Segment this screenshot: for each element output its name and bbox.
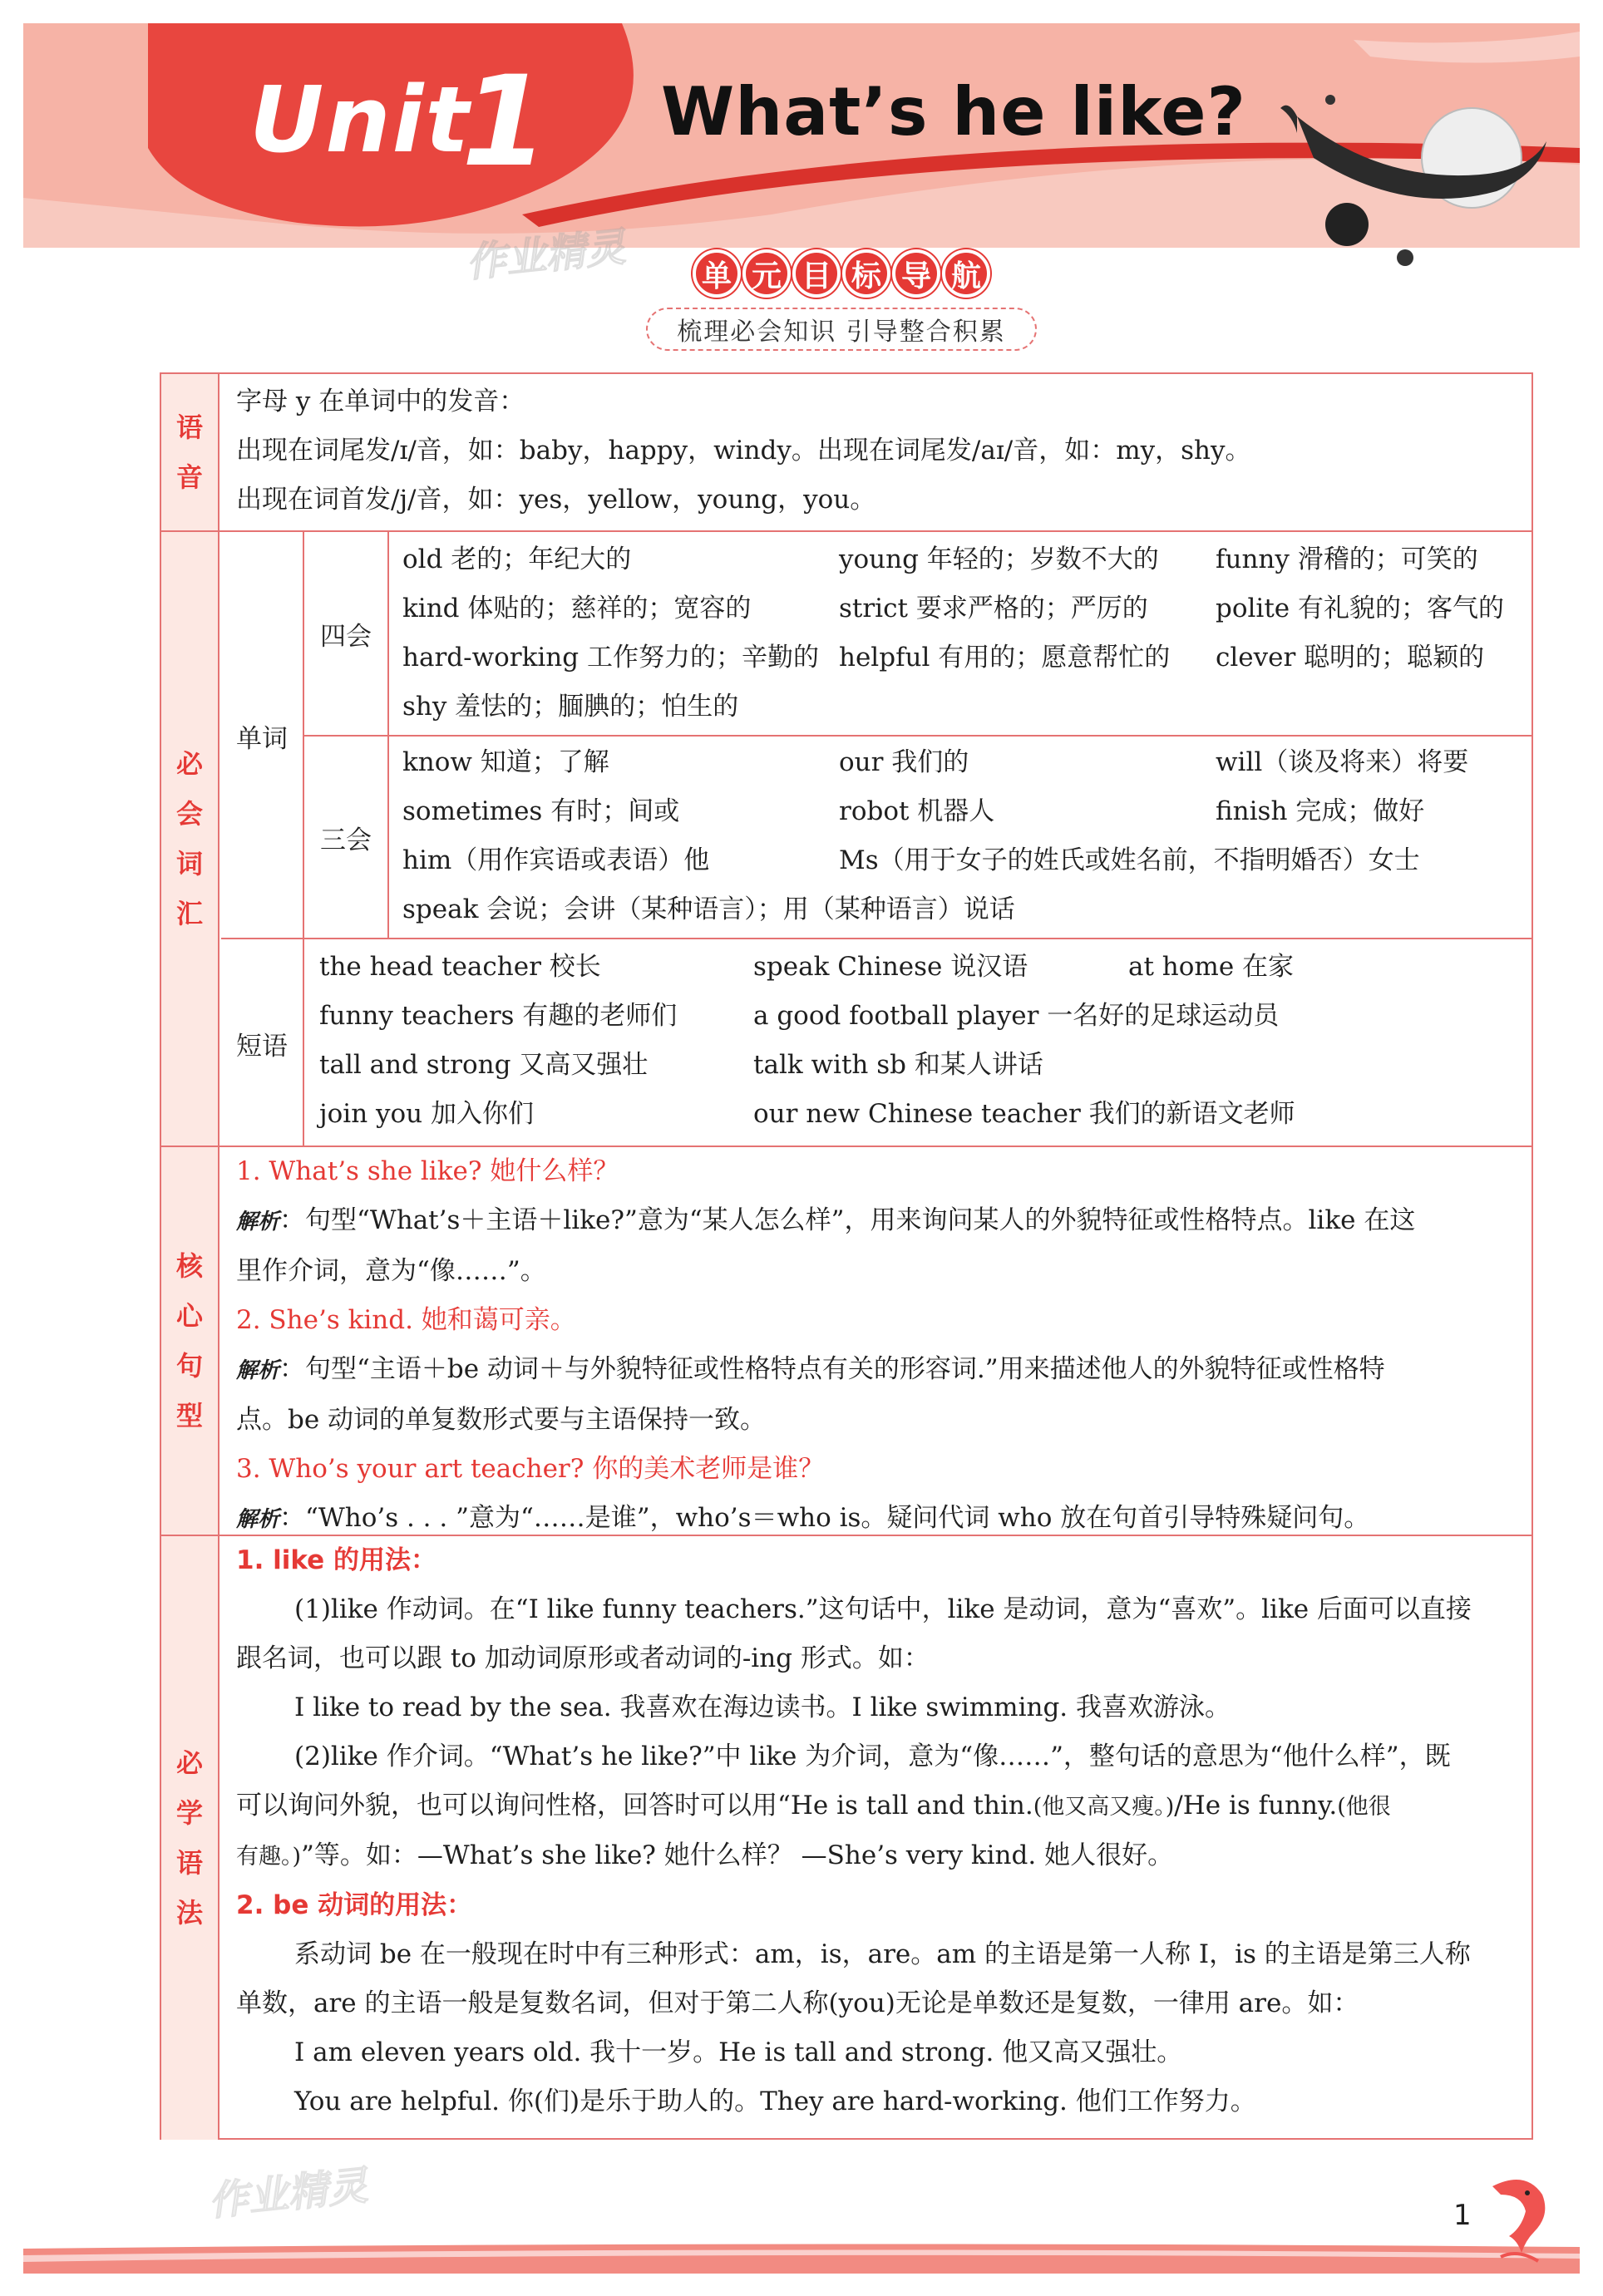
phonics-line: 字母 y 在单词中的发音： xyxy=(236,387,525,416)
sentences-content xyxy=(236,1147,1523,1545)
grammar-span: ”等。如：—What’s she like? 她什么样？ —She’s very kind. 她人很好。 xyxy=(301,1840,1174,1870)
three-col-3 xyxy=(1216,738,1468,836)
watermark-top: 作业精灵 xyxy=(464,224,628,287)
vocab-item: speak 会说；会讲（某种语言）；用（某种语言）说话 xyxy=(402,894,1015,924)
grammar-span: /He is funny. xyxy=(1174,1791,1338,1821)
label-char: 语 xyxy=(175,411,203,443)
phrase-item: funny teachers 有趣的老师们 xyxy=(319,1001,678,1031)
grammar-text: I like to read by the sea. 我喜欢在海边读书。I like swimming. 我喜欢游泳。 xyxy=(294,1692,1231,1722)
section-label-sentences xyxy=(161,1147,219,1535)
knowledge-table xyxy=(160,372,1533,2140)
sentence-item: 3. Who’s your art teacher? 你的美术老师是谁？ xyxy=(236,1454,825,1484)
vocab-item: hard-working 工作努力的；辛勤的 xyxy=(402,643,819,673)
watermark-bottom: 作业精灵 xyxy=(206,2162,370,2225)
section-phonics xyxy=(161,374,1531,532)
label-char: 学 xyxy=(175,1797,203,1829)
grammar-span: (他很 xyxy=(1337,1794,1391,1820)
divider xyxy=(303,939,304,1147)
divider xyxy=(221,938,1531,939)
section-vocab xyxy=(161,532,1531,1147)
phrase-item: our new Chinese teacher 我们的新语文老师 xyxy=(753,1099,1295,1129)
label-char: 心 xyxy=(175,1300,203,1332)
section-label-vocab xyxy=(161,532,219,1146)
vocab-item: clever 聪明的；聪颖的 xyxy=(1216,643,1485,673)
vocab-item: old 老的；年纪大的 xyxy=(402,544,632,574)
grammar-text xyxy=(236,1831,1523,1881)
vocab-item: strict 要求严格的；严厉的 xyxy=(839,594,1148,623)
label-char: 句 xyxy=(175,1350,203,1382)
badge-title xyxy=(642,249,1041,298)
unit-label: Unit xyxy=(249,67,471,173)
vocab-item: finish 完成；做好 xyxy=(1216,796,1425,826)
words-label: 单词 xyxy=(236,723,288,754)
grammar-content xyxy=(236,1536,1523,2126)
grammar-heading: 1. like 的用法： xyxy=(236,1545,437,1575)
unit-number: 1 xyxy=(461,50,549,195)
phrase-item: talk with sb 和某人讲话 xyxy=(753,1050,1043,1080)
four-col-2 xyxy=(839,535,1170,682)
grammar-text: You are helpful. 你(们)是乐于助人的。They are hard-working. 他们工作努力。 xyxy=(294,2087,1256,2116)
label-char: 核 xyxy=(175,1250,203,1282)
label-char: 必 xyxy=(175,1747,203,1779)
vocab-item: robot 机器人 xyxy=(839,796,995,826)
note-text: ：句型“主语＋be 动词＋与外貌特征或性格特点有关的形容词.”用来描述他人的外貌特征或性格特 xyxy=(279,1354,1385,1384)
grammar-span: (他又高又瘦。) xyxy=(1033,1794,1175,1820)
badge-char: 航 xyxy=(942,249,990,298)
badge-char: 目 xyxy=(792,249,841,298)
dolphin-icon xyxy=(1476,2170,1555,2269)
phrases-col-1 xyxy=(319,943,677,1139)
phonics-line: 出现在词尾发/ɪ/音，如：baby，happy，windy。出现在词尾发/aɪ/音，如：my，shy。 xyxy=(236,436,1251,466)
badge-char: 单 xyxy=(693,249,741,298)
grammar-text: 系动词 be 在一般现在时中有三种形式：am，is，are。am 的主语是第一人称 I，is 的主语是第三人称 xyxy=(294,1939,1471,1969)
sentence-item: 1. What’s she like? 她什么样？ xyxy=(236,1156,619,1186)
four-col-1 xyxy=(402,535,819,732)
note-label: 解析 xyxy=(236,1358,280,1383)
phrase-item: the head teacher 校长 xyxy=(319,952,601,982)
phrases-col-3 xyxy=(1128,943,1294,992)
four-skills-label: 四会 xyxy=(320,622,372,652)
note-text: ：“Who’s . . . ”意为“……是谁”，who’s＝who is。疑问代词 who 放在句首引导特殊疑问句。 xyxy=(279,1503,1370,1533)
grammar-text: 跟名词，也可以跟 to 加动词原形或者动词的-ing 形式。如： xyxy=(236,1643,930,1673)
unit-goals-badge xyxy=(642,249,1041,357)
vocab-item: polite 有礼貌的；客气的 xyxy=(1216,594,1504,623)
badge-char: 标 xyxy=(842,249,890,298)
vocab-item: Ms（用于女子的姓氏或姓名前，不指明婚否）女士 xyxy=(839,845,1420,875)
vocab-item: him（用作宾语或表语）他 xyxy=(402,845,710,875)
lesson-title: What’s he like? xyxy=(661,73,1246,150)
label-char: 汇 xyxy=(175,898,203,929)
grammar-text: (2)like 作介词。“What’s he like?”中 like 为介词，意为“像……”，整句话的意思为“他什么样”，既 xyxy=(294,1742,1451,1771)
vocab-item: funny 滑稽的；可笑的 xyxy=(1216,544,1478,574)
vocab-item: will（谈及将来）将要 xyxy=(1216,747,1469,777)
grammar-heading: 2. be 动词的用法： xyxy=(236,1890,473,1920)
phonics-content xyxy=(236,377,1523,525)
four-col-3 xyxy=(1216,535,1504,682)
section-sentences xyxy=(161,1147,1531,1536)
badge-char: 导 xyxy=(892,249,940,298)
three-skills-label: 三会 xyxy=(320,825,372,855)
phrase-item: tall and strong 又高又强壮 xyxy=(319,1050,649,1080)
label-char: 必 xyxy=(175,748,203,780)
grammar-text xyxy=(236,1781,1523,1831)
phrase-item: a good football player 一名好的足球运动员 xyxy=(753,1001,1280,1031)
note-text: ：句型“What’s＋主语＋like?”意为“某人怎么样”，用来询问某人的外貌特征或性格特点。like 在这 xyxy=(279,1205,1416,1235)
section-grammar xyxy=(161,1536,1531,2140)
vocab-item: young 年轻的；岁数不大的 xyxy=(839,544,1159,574)
sentence-note-cont: 里作介词，意为“像……”。 xyxy=(236,1256,546,1286)
grammar-text: 单数，are 的主语一般是复数名词，但对于第二人称(you)无论是单数还是复数，一律用 are。如： xyxy=(236,1988,1359,2018)
vocab-item: helpful 有用的；愿意帮忙的 xyxy=(839,643,1171,673)
grammar-text: I am eleven years old. 我十一岁。He is tall and strong. 他又高又强壮。 xyxy=(294,2037,1183,2067)
footer-band xyxy=(23,2240,1580,2274)
vocab-item: shy 羞怯的；腼腆的；怕生的 xyxy=(402,692,739,722)
page-number: 1 xyxy=(1453,2199,1472,2232)
label-char: 语 xyxy=(175,1847,203,1879)
sentence-item: 2. She’s kind. 她和蔼可亲。 xyxy=(236,1305,576,1335)
sentence-note xyxy=(236,1196,1523,1247)
grammar-text: (1)like 作动词。在“I like funny teachers.”这句话中，like 是动词，意为“喜欢”。like 后面可以直接 xyxy=(294,1594,1472,1624)
section-label-phonics xyxy=(161,374,219,530)
sentence-note xyxy=(236,1345,1523,1396)
phrase-item: join you 加入你们 xyxy=(319,1099,535,1129)
sentence-note-cont: 点。be 动词的单复数形式要与主语保持一致。 xyxy=(236,1405,767,1435)
phrases-label: 短语 xyxy=(236,1031,288,1062)
note-label: 解析 xyxy=(236,1210,280,1234)
grammar-span: 可以询问外貌，也可以询问性格，回答时可以用“He is tall and thin. xyxy=(236,1791,1033,1821)
label-char: 词 xyxy=(175,848,203,879)
label-char: 音 xyxy=(175,461,203,493)
phrase-item: at home 在家 xyxy=(1128,952,1295,982)
badge-subtitle: 梳理必会知识 引导整合积累 xyxy=(646,308,1037,351)
divider xyxy=(304,735,1531,737)
whale-illustration-icon xyxy=(1280,83,1555,274)
vocab-item: kind 体贴的；慈祥的；宽容的 xyxy=(402,594,752,623)
vocab-item: our 我们的 xyxy=(839,747,969,777)
vocab-item: sometimes 有时；间或 xyxy=(402,796,680,826)
note-label: 解析 xyxy=(236,1507,280,1532)
phonics-line: 出现在词首发/j/音，如：yes，yellow，young，you。 xyxy=(236,485,876,515)
label-char: 型 xyxy=(175,1400,203,1431)
grammar-span: 有趣。) xyxy=(236,1844,302,1870)
vocab-item: know 知道；了解 xyxy=(402,747,609,777)
badge-char: 元 xyxy=(742,249,791,298)
phrase-item: speak Chinese 说汉语 xyxy=(753,952,1028,982)
label-char: 法 xyxy=(175,1897,203,1929)
section-label-grammar xyxy=(161,1536,219,2140)
label-char: 会 xyxy=(175,798,203,830)
